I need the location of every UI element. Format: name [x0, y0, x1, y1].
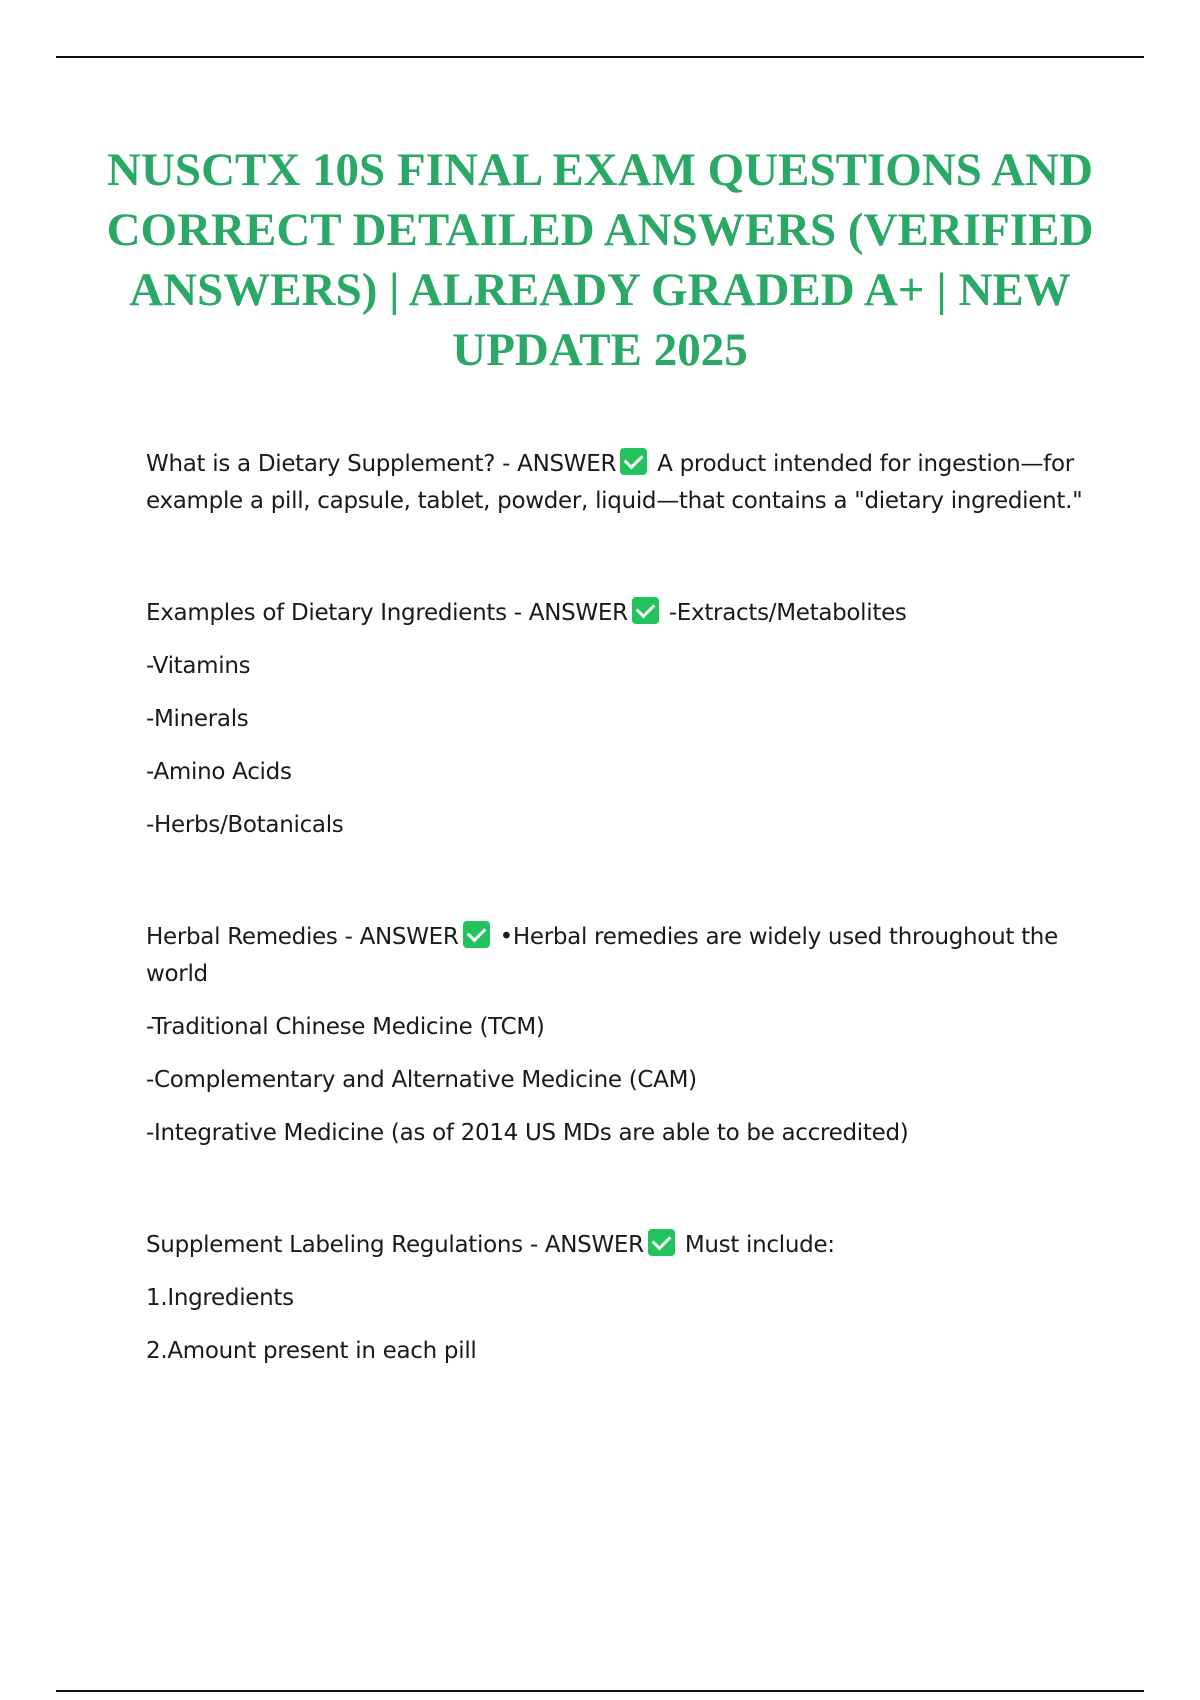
- list-item: 2.Amount present in each pill: [146, 1338, 477, 1364]
- question-text: What is a Dietary Supplement? - ANSWER: [146, 451, 617, 477]
- green-checkmark-icon: [632, 597, 659, 624]
- question-text: Herbal Remedies - ANSWER: [146, 924, 459, 950]
- list-item: -Herbs/Botanicals: [146, 812, 344, 838]
- qa-block-dietary-supplement: [146, 446, 1086, 520]
- qa-line: [146, 919, 1086, 993]
- top-rule: [56, 56, 1144, 58]
- list-item: -Amino Acids: [146, 759, 292, 785]
- qa-block-labeling-regulations: [146, 1227, 1086, 1370]
- question-text: Supplement Labeling Regulations - ANSWER: [146, 1232, 644, 1258]
- qa-line: [146, 1227, 1086, 1264]
- list-item: -Traditional Chinese Medicine (TCM): [146, 1014, 545, 1040]
- qa-block-dietary-ingredients: [146, 595, 1086, 844]
- bottom-rule: [56, 1690, 1144, 1692]
- qa-line: [146, 595, 1086, 632]
- document-title: NUSCTX 10S FINAL EXAM QUESTIONS AND CORRECT DETAILED ANSWERS (VERIFIED ANSWERS) | ALREADY GRADED A+ | NEW UPDATE 2025: [106, 144, 1094, 376]
- answer-text: A product intended for ingestion—for example a pill, capsule, tablet, powder, liquid—that contains a "dietary ingredient.": [146, 451, 1083, 514]
- qa-list: [146, 446, 1086, 1370]
- green-checkmark-icon: [648, 1229, 675, 1256]
- question-text: Examples of Dietary Ingredients - ANSWER: [146, 600, 628, 626]
- list-item: 1.Ingredients: [146, 1285, 294, 1311]
- list-item: -Integrative Medicine (as of 2014 US MDs are able to be accredited): [146, 1120, 909, 1146]
- answer-text: Must include:: [684, 1232, 835, 1258]
- answer-text: -Extracts/Metabolites: [668, 600, 907, 626]
- list-item: -Vitamins: [146, 653, 251, 679]
- green-checkmark-icon: [463, 921, 490, 948]
- green-checkmark-icon: [620, 448, 647, 475]
- qa-block-herbal-remedies: [146, 919, 1086, 1152]
- list-item: -Complementary and Alternative Medicine (CAM): [146, 1067, 697, 1093]
- answer-text: •Herbal remedies are widely used throughout the world: [146, 924, 1058, 987]
- qa-line: [146, 446, 1086, 520]
- list-item: -Minerals: [146, 706, 249, 732]
